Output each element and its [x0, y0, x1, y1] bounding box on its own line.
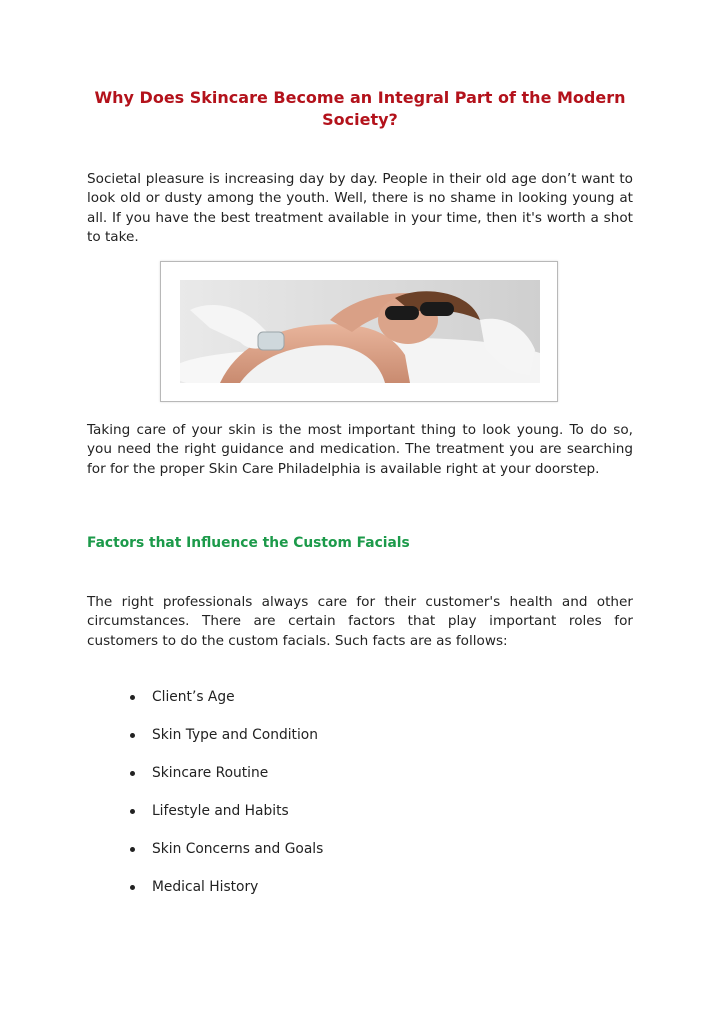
list-item	[128, 800, 323, 838]
intro-paragraph: Societal pleasure is increasing day by day. People in their old age don’t want to look old or dusty among the youth. Well, there is no shame in looking young at all. If you have the best treatment available in your time, then it's worth a shot to take.	[87, 171, 633, 246]
skin-care-paragraph: Taking care of your skin is the most important thing to look young. To do so, you need the right guidance and medication. The treatment you are searching for for the proper Skin Care Philadelphia is available right at your doorstep.	[87, 422, 633, 477]
list-item	[128, 838, 323, 876]
list-item-label: Skin Concerns and Goals	[152, 841, 324, 857]
list-item	[128, 876, 323, 914]
list-item-label: Skin Type and Condition	[152, 727, 318, 743]
list-item	[128, 762, 323, 800]
document-title: Why Does Skincare Become an Integral Part of the Modern Society?	[94, 88, 626, 129]
bullet-icon	[130, 733, 135, 738]
list-item-label: Client’s Age	[152, 689, 235, 705]
bullet-icon	[130, 695, 135, 700]
section-heading: Factors that Influence the Custom Facials	[87, 535, 410, 551]
bullet-icon	[130, 847, 135, 852]
list-item-label: Medical History	[152, 879, 259, 895]
laser-treatment-photo	[180, 280, 540, 383]
list-item	[128, 724, 323, 762]
factors-list	[128, 686, 323, 914]
bullet-icon	[130, 885, 135, 890]
list-item-label: Skincare Routine	[152, 765, 269, 781]
professionals-paragraph: The right professionals always care for their customer's health and other circumstances. There are certain factors that play important roles for customers to do the custom facials. Such facts are as follows:	[87, 594, 633, 649]
bullet-icon	[130, 809, 135, 814]
bullet-icon	[130, 771, 135, 776]
list-item-label: Lifestyle and Habits	[152, 803, 289, 819]
list-item	[128, 686, 323, 724]
treatment-photo-frame	[160, 261, 558, 402]
